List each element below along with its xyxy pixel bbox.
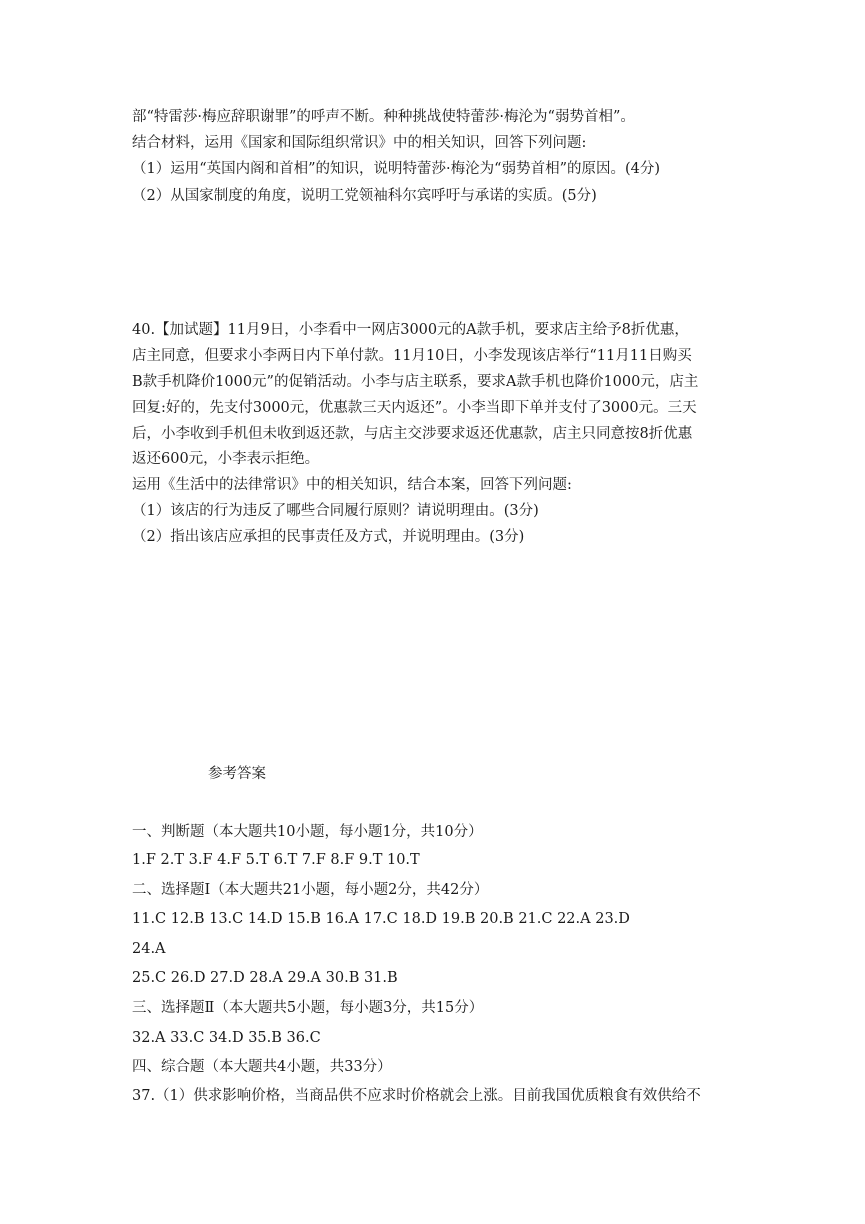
section1-answers: 1.F 2.T 3.F 4.F 5.T 6.T 7.F 8.F 9.T 10.T xyxy=(132,852,420,868)
section2-answers-line-2: 24.A xyxy=(132,941,166,957)
section1-heading: 一、判断题（本大题共10小题，每小题1分，共10分） xyxy=(132,824,483,840)
q39-material-end: 部“特雷莎·梅应辞职谢罪”的呼声不断。种种挑战使特蕾莎·梅沦为“弱势首相”。 xyxy=(132,109,635,125)
q39-instruction: 结合材料，运用《国家和国际组织常识》中的相关知识，回答下列问题: xyxy=(132,135,587,151)
section2-answers-line-3: 25.C 26.D 27.D 28.A 29.A 30.B 31.B xyxy=(132,970,398,986)
section4-heading: 四、综合题（本大题共4小题，共33分） xyxy=(132,1059,392,1075)
q39-subquestion-1: （1）运用“英国内阁和首相”的知识，说明特蕾莎·梅沦为“弱势首相”的原因。(4分) xyxy=(132,161,661,177)
section2-answers-line-1: 11.C 12.B 13.C 14.D 15.B 16.A 17.C 18.D 19.B 20.B 21.C 22.A 23.D xyxy=(132,911,630,927)
q40-paragraph-line-2: 店主同意，但要求小李两日内下单付款。11月10日，小李发现该店举行“11月11日购买 xyxy=(132,348,692,364)
q39-subquestion-2: （2）从国家制度的角度，说明工党领袖科尔宾呼吁与承诺的实质。(5分) xyxy=(132,188,597,204)
q40-paragraph-line-3: B款手机降价1000元”的促销活动。小李与店主联系，要求A款手机也降价1000元，店主 xyxy=(132,374,699,390)
q40-paragraph-line-1: 40.【加试题】11月9日，小李看中一网店3000元的A款手机，要求店主给予8折优惠， xyxy=(132,322,689,338)
section3-heading: 三、选择题Ⅱ（本大题共5小题，每小题3分，共15分） xyxy=(132,1000,484,1016)
q37-answer-start: 37.（1）供求影响价格，当商品供不应求时价格就会上涨。目前我国优质粮食有效供给不 xyxy=(132,1088,701,1104)
section2-heading: 二、选择题Ⅰ（本大题共21小题，每小题2分，共42分） xyxy=(132,882,489,898)
q40-paragraph-line-6: 返还600元，小李表示拒绝。 xyxy=(132,451,320,467)
section3-answers: 32.A 33.C 34.D 35.B 36.C xyxy=(132,1030,321,1046)
q40-paragraph-line-5: 后，小李收到手机但未收到返还款，与店主交涉要求返还优惠款，店主只同意按8折优惠 xyxy=(132,426,693,442)
answer-key-title: 参考答案 xyxy=(208,766,266,782)
q40-subquestion-2: （2）指出该店应承担的民事责任及方式，并说明理由。(3分) xyxy=(132,529,525,545)
q40-subquestion-1: （1）该店的行为违反了哪些合同履行原则？请说明理由。(3分) xyxy=(132,503,539,519)
q40-paragraph-line-4: 回复:好的，先支付3000元，优惠款三天内返还”。小李当即下单并支付了3000元。三天 xyxy=(132,400,697,416)
q40-instruction: 运用《生活中的法律常识》中的相关知识，结合本案，回答下列问题: xyxy=(132,477,572,493)
